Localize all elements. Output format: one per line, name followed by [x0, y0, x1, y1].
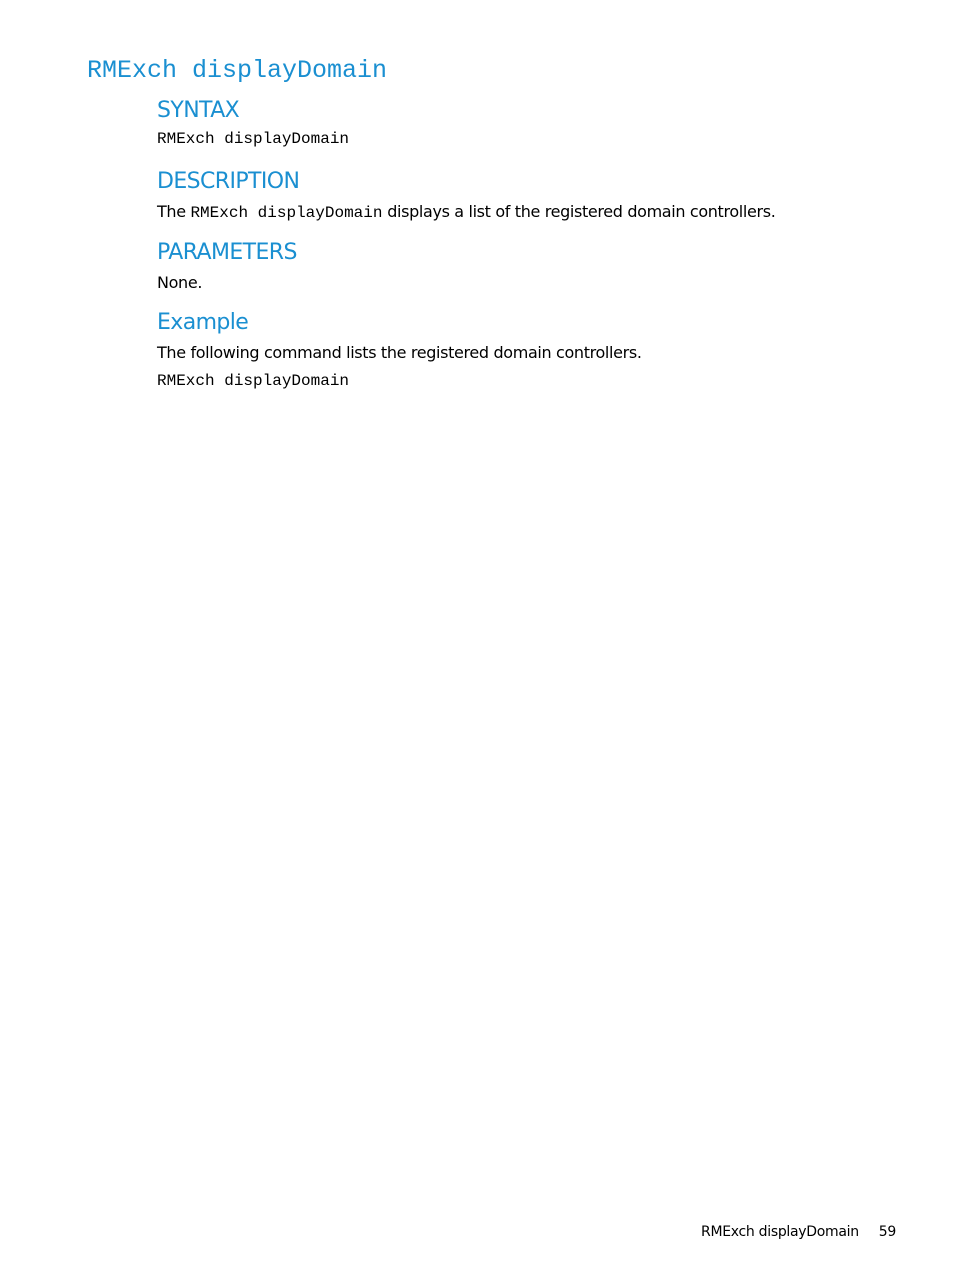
description-heading: DESCRIPTION — [157, 169, 300, 194]
page-title: RMExch displayDomain — [87, 56, 388, 85]
example-heading: Example — [157, 310, 249, 335]
description-text-after: displays a list of the registered domain controllers. — [382, 202, 776, 221]
example-section — [157, 309, 917, 391]
description-text-before: The — [157, 202, 191, 221]
description-text — [157, 201, 917, 223]
syntax-heading: SYNTAX — [157, 98, 240, 123]
description-command: RMExch displayDomain — [190, 204, 383, 222]
syntax-command: RMExch displayDomain — [157, 130, 350, 148]
syntax-section — [157, 97, 917, 149]
parameters-heading: PARAMETERS — [157, 240, 297, 265]
footer-section-title: RMExch displayDomain — [701, 1224, 859, 1240]
parameters-section — [157, 239, 917, 294]
parameters-text: None. — [157, 273, 203, 292]
example-text: The following command lists the registered domain controllers. — [157, 343, 642, 362]
description-section — [157, 168, 917, 223]
example-command: RMExch displayDomain — [157, 372, 350, 390]
page-footer — [701, 1222, 896, 1242]
page-number: 59 — [878, 1224, 896, 1240]
